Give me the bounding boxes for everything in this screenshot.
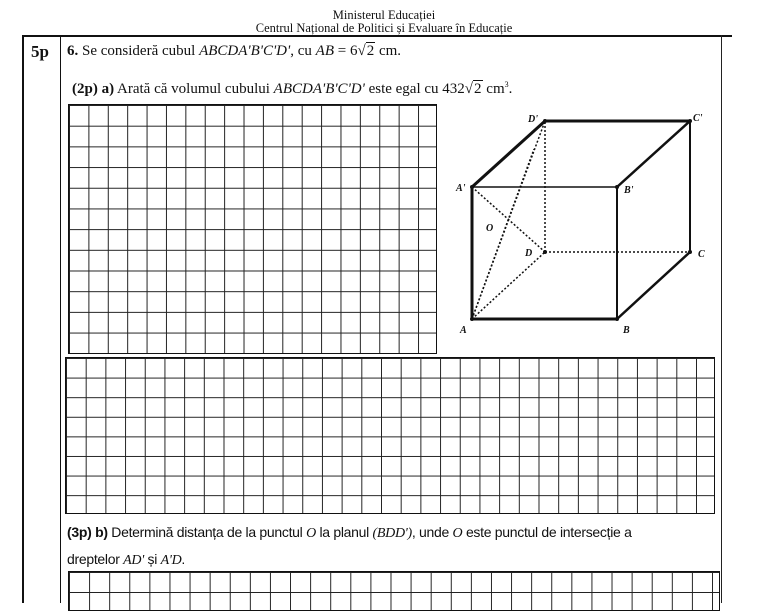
vertex-label-B-prime: B' — [624, 185, 634, 196]
problem-intro: Se consideră cubul — [82, 43, 196, 59]
cube-figure — [450, 105, 720, 340]
point-label-O: O — [486, 223, 494, 234]
answer-grid-b[interactable] — [68, 571, 720, 611]
part-a-end: . — [508, 81, 513, 97]
line-AD-prime: AD' — [123, 553, 144, 568]
frame-left-border — [22, 35, 24, 603]
with-text: , cu — [290, 43, 312, 59]
vertex-label-D: D — [525, 248, 533, 259]
point-O-2: O — [452, 526, 463, 541]
frame-right-border — [721, 35, 722, 603]
ministry-title: Ministerul Educației — [332, 8, 436, 22]
answer-grid-a-small[interactable] — [68, 104, 437, 354]
edge-unit: cm. — [375, 43, 402, 59]
part-a-text2: este egal cu — [368, 81, 439, 97]
part-b-statement-line2 — [67, 551, 185, 569]
part-a-cube-name: ABCDA'B'C'D' — [273, 81, 365, 97]
part-b-points: (3p) — [67, 524, 92, 540]
center-title: Centrul Național de Politici și Evaluare în Educație — [255, 21, 513, 35]
part-b-statement — [67, 524, 632, 542]
part-b-text2: la planul — [319, 524, 369, 540]
part-b-text4: este punctul de intersecție a — [465, 524, 632, 540]
vertex-label-C: C — [698, 249, 705, 260]
edge-eq: = 6 — [333, 43, 358, 59]
vertex-label-B: B — [623, 325, 630, 336]
line-A-prime-D: A'D — [160, 553, 182, 568]
sqrt-radicand: 2 — [366, 43, 375, 59]
volume-unit: cm — [482, 81, 505, 97]
problem-statement — [67, 43, 401, 60]
plane-name: (BDD') — [372, 526, 412, 541]
vertex-label-A-prime: A' — [456, 183, 466, 194]
part-b-text3: , unde — [411, 524, 449, 540]
cube-name: ABCDA'B'C'D' — [199, 43, 291, 59]
problem-points: 5p — [31, 42, 49, 61]
volume-coef: 432 — [442, 81, 465, 97]
part-b-letter: b) — [95, 524, 108, 540]
answer-grid-a-wide[interactable] — [65, 357, 715, 514]
part-b-end: . — [181, 551, 185, 567]
part-b-text1: Determină distanța de la punctul — [111, 524, 303, 540]
sqrt-radicand: 2 — [474, 81, 482, 97]
volume-exponent: 3 — [504, 80, 509, 89]
and-text: și — [147, 551, 158, 567]
edge-label: AB — [315, 43, 334, 59]
vertex-label-A: A — [460, 325, 467, 336]
sqrt-symbol: √2 — [357, 43, 375, 59]
part-b-text5: dreptelor — [67, 551, 120, 567]
part-a-letter: a) — [101, 81, 115, 97]
part-a-text1: Arată că volumul cubului — [117, 81, 270, 97]
frame-top-border — [22, 35, 732, 37]
problem-number: 6. — [67, 43, 79, 59]
point-O: O — [306, 526, 316, 541]
part-a-statement — [72, 80, 512, 98]
points-column-divider — [60, 35, 61, 603]
part-a-points: (2p) — [72, 81, 98, 97]
vertex-label-C-prime: C' — [693, 113, 703, 124]
sqrt-symbol: √2 — [464, 81, 482, 97]
vertex-label-D-prime: D' — [528, 114, 538, 125]
